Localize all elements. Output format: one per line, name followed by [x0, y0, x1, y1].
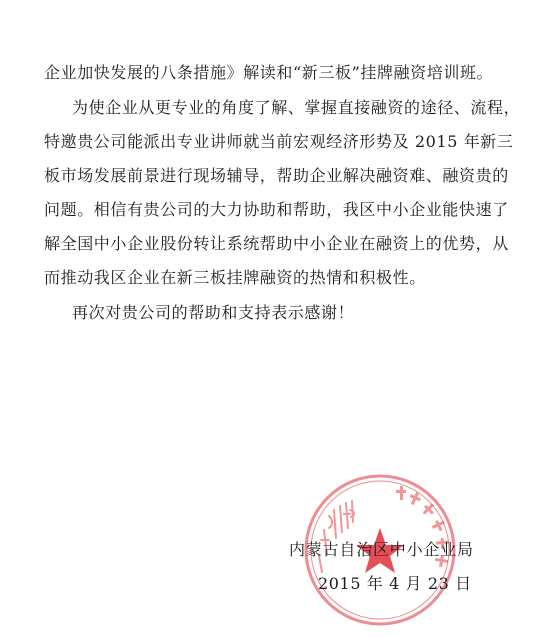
body-line-5: 问题。相信有贵公司的大力协助和帮助，我区中小企业能快速了 — [44, 200, 509, 219]
body-line-6: 解全国中小企业股份转让系统帮助中小企业在融资上的优势，从 — [44, 234, 509, 253]
body-line-3: 特邀贵公司能派出专业讲师就当前宏观经济形势及 2015 年新三 — [44, 132, 514, 151]
signature-organization: 内蒙古自治区中小企业局 — [289, 540, 474, 559]
closing-line: 再次对贵公司的帮助和支持表示感谢！ — [72, 303, 355, 322]
body-line-4: 板市场发展前景进行现场辅导，帮助企业解决融资难、融资贵的 — [44, 166, 509, 185]
body-line-7: 而推动我区企业在新三板挂牌融资的热情和积极性。 — [44, 268, 426, 287]
body-line-1: 企业加快发展的八条措施》解读和“新三板”挂牌融资培训班。 — [44, 63, 494, 82]
signature-date: 2015 年 4 月 23 日 — [318, 574, 472, 593]
body-line-2: 为使企业从更专业的角度了解、掌握直接融资的途径、流程， — [72, 98, 521, 117]
